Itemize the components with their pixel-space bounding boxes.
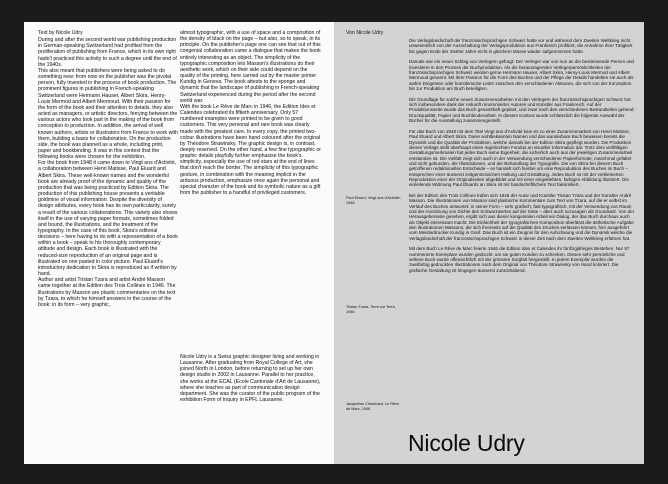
image-caption: Jacqueline Chambard, Le Rêve de Marc, 1946: [346, 402, 400, 411]
paragraph: Mit dem Buch Le Rêve de Marc feierte 1946 die Edition Ides et Calendes ihr fünfzigjähriges Bestehen. Nur 57 nummerierte Exemplare wurden gedruckt, um sie guten Kunden zu schenken. Dieses sehr persönliche und seltene Buch wurde offensichtlich mit der grössten Sorgfalt hergestellt. In jedem Exemplar wurden die zweifarbig gedruckten Illustrationen nach dem Original von Théodore Strawinsky von Hand koloriert. Die grafische Gestaltung ist hingegen äusserst zurückhaltend.: [409, 246, 630, 273]
column-english-1: [38, 30, 178, 458]
paragraph: During and after the second world war publishing production in German-speaking Switzerland had profited from the proliferation of publishing from France, which in its own right hadn't practiced this activity to such a degree until the end of the 1940s.: [38, 37, 177, 68]
book-spread: [24, 22, 644, 464]
bio-text: Nicole Udry is a Swiss graphic designer living and working in Lausanne. After graduating from Royal College of Art, she joined North in London, before returning to set up her own design studio in 2002 in Lausanne. Parallel to her practice, she works at the ECAL (Ecole Cantonale d'Art de Lausanne), where she teaches as part of communication design department. She was the curator of the public program of the exhibition Form of Inquiry in EPFL Lausanne.: [180, 354, 321, 404]
paragraph: Die Grundlage für solche neuen Zusammenarbeiten mit den Verlegern der französischsprachigen Schweiz bot sich insbesondere dank der Ankunft renommierter Autoren und Künstler aus Frankreich. Auf der Produktionsseite wurde das Buch gesamthaft geplant, und zwar nach den verschiedenen Bestandteilen gehend: Druckqualität, Papier und Buchbinderarbeit. In diesem Kontext wurde schliesslich die folgende Auswahl der Bücher für die Ausstellung zusammengestellt.: [409, 96, 635, 124]
author-name-title: Nicole Udry: [408, 430, 525, 456]
paragraph: Bei der Edition des Trois Collines trafen sich 1946 der Autor und Künstler Tristan Tzara und der Künstler André Masson. Die Illustrationen von Masson sind plastische Kommentare zum Text von Tzara, auf die er selbst im Verlauf des Buches antwortet: in seiner Form – sehr grafisch, fast typografisch, mit der Verwendung von Raum und der Anordnung von Dichte des Schwarzwertes auf der Seite – aber auch sozusagen als Grundsatz. Von der Herausgeberseite gesehen, ergibt sich aus dieser kongenialen Arbeit ein Dialog, der das Buch durchaus auch als Objekt interessant macht. Die Einfachheit der typografischen Komposition überlässt die ästhetische Aufgabe den Illustrationen Massons, die sich ihrerseits auf die Qualität des Druckes verlassen können, hier ausgeführt vom Meisterdrucker Kundig in Genf. Das Buch ist ein Zeugnis für den Aufschwung und die Dynamik welche die Verlagslandschaft der französischsprachigen Schweiz in dieser Zeit nach dem Zweiten Weltkrieg erfahren hat.: [409, 192, 635, 241]
left-page: [24, 22, 334, 464]
paragraph: Damals war ein neuer Schlag von Verlegern gefragt: Der Verleger war von nun an die bestimmende Person und investierte in den Prozess der Buchproduktion. Als die herausragenden Verlegerpersönlichkeiten der französischsprachigen Schweiz werden gerne Hermann Hauser, Albert Skira, Henry-Louis Mermod und Albert Mermoud genannt. Mit ihrer Passion für die Form des Buches und der Pflege der Details handelten sie auch als wahre Dirigenten oder künstlerische Leiter zwischen den verschiedenen Akteuren, die sich von der Konzeption bis zur Produktion am Buch beteiligten.: [409, 59, 634, 92]
image-caption: Tristan Tzara, Terre sur Terre, 1946: [346, 305, 396, 314]
paragraph: For the book from 1948 it came down to Vingt ans d'Activité, a collaboration between Henri Matisse, Paul Eluard and Albert Skira. These well-known names and the wonderful book are already proof of the dynamic and quality of the production that was being practiced by Edition Skira. The production of this publishing house presents a veritable goldmine of visual information. Despite the diversity of design attributes, every book has its own particularity, surely a result of the various collaborations. This variety also shows itself in the use of varying paper formats, sometimes folded and bound, the illustrations, and the treatment of the typography. In the case of this book, Skira's editorial decisions – here having to do with a representation of a book within a book – speak to his thoroughly contemporary attitude and design. Each book is illustrated with the reduced-size reproduction of an original page and is illustrated on one pasted in color picture. Paul Eluard's introductory dedication to Skira is reproduced as if written by hand.: [38, 160, 178, 278]
image-caption: Paul Eluard, Vingt ans d'Activité, 1948: [346, 196, 401, 205]
paragraph: almost typographic, with a use of space and a composition of the density of black on the page – but also, so to speak, in its principle. On the publisher's page one can see that out of this congenial collaboration came a dialogue that makes the book entirely interesting as an object. The simplicity of the typographic composition lets Masson's illustrations do their aesthetic work, which on their side could depend on the quality of the printing, here carried out by the master printer Kundig in Geneva. The book attests to the sponge and dynamic that the landscape of publishing in French-speaking Switzerland experienced during the period after the second world war.: [180, 30, 321, 104]
paragraph: With the book Le Rêve de Marc in 1946, the Edition Ides et Calendes celebrated its fiftieth anniversary. Only 57 numbered examples were printed to be given to good customers. This very personal and rare book was clearly made with the greatest care. In every copy, the printed two-colour illustrations have been hand coloured after the original by Théodore Strawinsky. The graphic design is, in contrast, deeply reserved. On the other hand, a few fine typographic or graphic details playfully further emphasise the book's simplicity, especially the use of red stars at the end of lines that don't reach the border. The simplicity of this typographic gesture, in combination with the meaning implicit in the arduous production, emphasize once again the personal and special character of the book and its symbolic nature as a gift from the publisher to a handful of privileged customers.: [180, 103, 322, 197]
byline-german: Von Nicole Udry: [346, 30, 384, 36]
column-german: [409, 38, 635, 434]
byline-english: Text by Nicole Udry: [38, 30, 83, 36]
author-bio: [180, 354, 322, 434]
paragraph: This also meant that publishers were being asked to do something new: from now on the publisher was the pivotal person, fully invested in the process of book production. The prominent figures in publishing in French-speaking Switzerland were Hermann Hauser, Albert Skira, Henry-Louis Mermod and Albert Mermoud. With their passion for the form of the book and their attention to details, they also acted as managers, or artistic directors, ferrying between the various actors who took part in the making of the book from conception to production. In addition, the arrival of well known authors, artists or illustrators from France to work with them, building a basis for collaboration. On the production side, the book was planned as a whole, including print, paper and bookbinding. It was in this context that the following books were chosen for the exhibition.: [38, 67, 178, 161]
column-english-2: [180, 30, 322, 330]
paragraph: Die Verlagslandschaft der französischsprachigen Schweiz hatte vor und während dem Zweiten Weltkrieg nicht unwesentlich von der Ausschaltung der Verlagsproduktion aus Frankreich profitiert, die Annahme ihrer Tätigkeit bis gegen Ende der 1940er Jahre nicht in gleichem Masse wieder aufgenommen hatte.: [409, 38, 633, 54]
right-page: [334, 22, 644, 464]
paragraph: Für das Buch von 1948 mit dem Titel Vingt ans d'Activité kam es zu einer Zusammenarbeit von Henri Matisse, Paul Eluard und Albert Skira. Diese wohlbekannten Namen und das wunderbare Buch beweisen bereits die Dynamik und die Qualität der Produktion, welche damals bei der Edition Skira gepflegt wurden. Die Produktion dieses Verlags stellt überhaupt einen regelrechten Fundus an visueller Information dar. Trotz dem vielfältigen Gestaltungsmerkmalen hat jedes Buch seine Eigenheit, die sicherlich auch aus der jeweiligen Zusammenarbeit entstanden ist. Die Vielfalt zeigt sich auch in der Verwendung verschiedener Papierformate, manchmal gefaltet und nicht gebunden, der Illustrationen, und der Behandlung der Typografie. Die von Skira bei diesem Buch getroffenen redaktionellen Entscheide – es handelt sich hierbei um eine Reproduktion des Buches im Buch – entsprechen einer äusserst zeitgenössischen Haltung und Gestaltung. Jedes Buch ist mit der verkleinerten Reproduktion einer der Originalseiten abgebildet und mit einer eingeklebten, farbigen Abbildung illustriert. Die einleitende Widmung Paul Eluards an Skira ist mit handschriftlichem Text faksimiliert.: [409, 128, 633, 188]
paragraph: Author and artist Tristan Tzara and artist André Masson came together at the Edition des Trois Collines in 1946. The illustrations by Masson are plastic commentaries on the text by Tzara, to which he himself answers in the course of the book: in its form – very graphic,: [38, 277, 176, 308]
